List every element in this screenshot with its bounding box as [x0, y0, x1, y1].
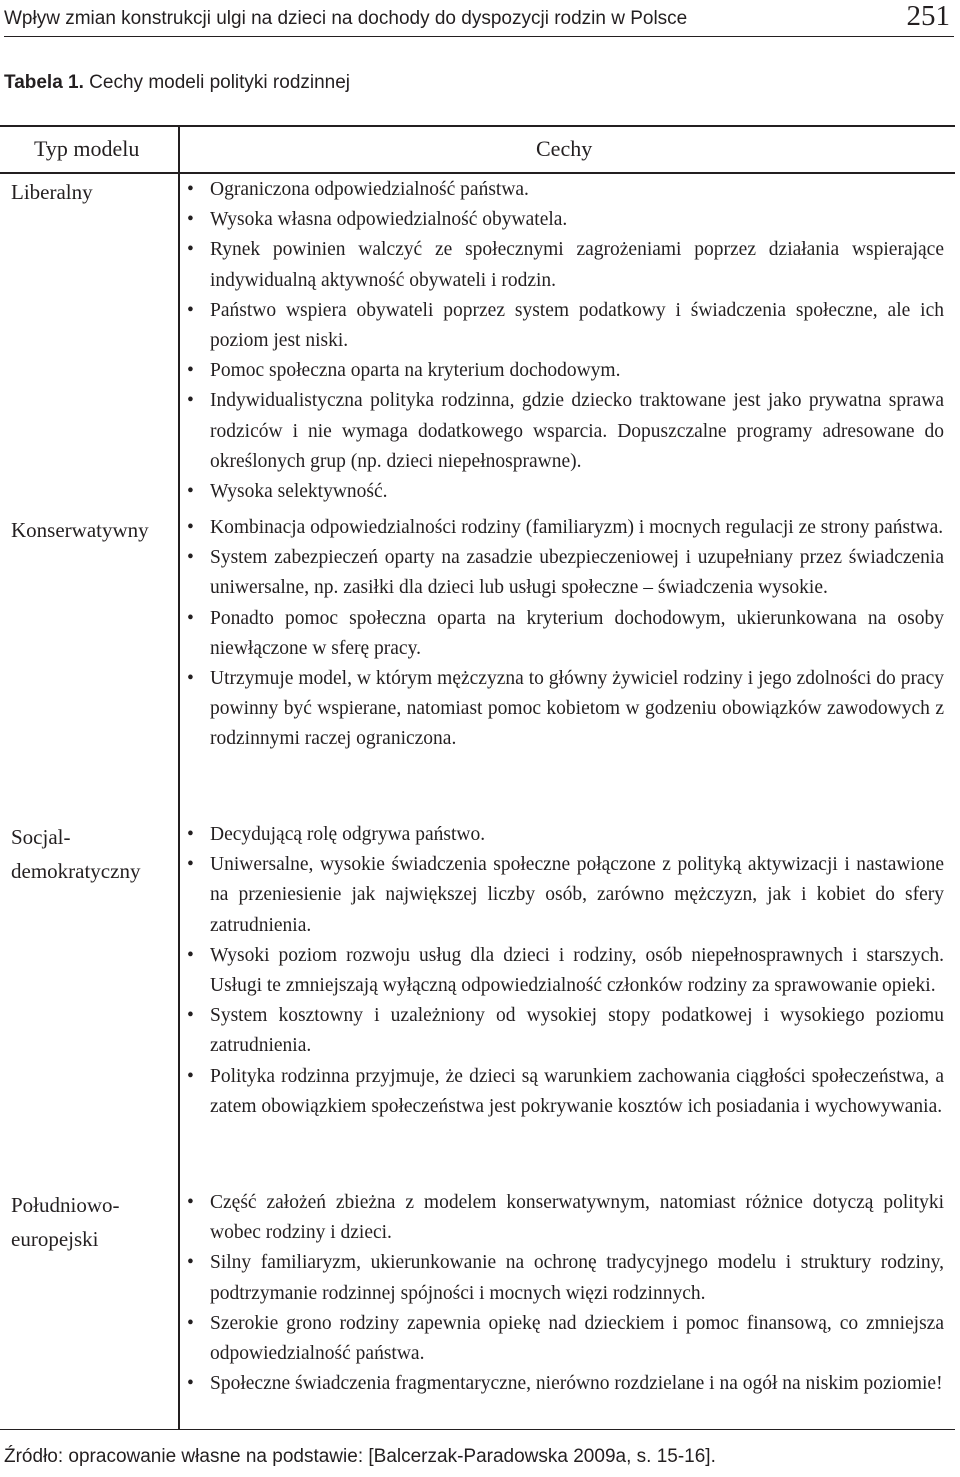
feature-item: • Pomoc społeczna oparta na kryterium dochodowym. — [182, 356, 944, 386]
table-top-rule — [0, 125, 955, 127]
feature-item: • Społeczne świadczenia fragmentaryczne, nierówno rozdzielane i na ogół na niskim poziomie! — [182, 1369, 944, 1399]
feature-item: • Część założeń zbieżna z modelem konserwatywnym, natomiast różnice dotyczą polityki wobec rodziny i dzieci. — [182, 1188, 944, 1248]
feature-item: • Utrzymuje model, w którym mężczyzna to główny żywiciel rodziny i jego zdolności do pracy powinny być wspierane, natomiast pomoc kobietom w godzeniu obowiązków zawodowych z rodzinnymi raczej ograniczona. — [182, 664, 944, 755]
feature-item: • Wysoki poziom rozwoju usług dla dzieci i rodziny, osób niepełnosprawnych i starszych. Usługi te zmniejszają wyłączną odpowiedzialność członków rodziny za sprawowanie opieki. — [182, 941, 944, 1001]
column-header-features: Cechy — [536, 136, 593, 161]
feature-item: • Ponadto pomoc społeczna oparta na kryterium dochodowym, ukierunkowana na osoby niewłączone w sferę pracy. — [182, 604, 944, 664]
source-footnote: Źródło: opracowanie własne na podstawie: [Balcerzak-Paradowska 2009a, s. 15-16]. — [4, 1446, 716, 1467]
table-caption — [4, 72, 350, 94]
page-number: 251 — [906, 0, 950, 32]
table-caption-text: Cechy modeli polityki rodzinnej — [83, 72, 351, 93]
feature-item: • Decydującą rolę odgrywa państwo. — [182, 820, 944, 850]
table-header-rule — [0, 172, 955, 174]
feature-item: • Rynek powinien walczyć ze społecznymi zagrożeniami poprzez działania wspierające indywidualną aktywność obywateli i rodzin. — [182, 235, 944, 295]
feature-item: • Silny familiaryzm, ukierunkowanie na ochronę tradycyjnego modelu i struktury rodziny, podtrzymanie rodzinnej spójności i mocnych więzi rodzinnych. — [182, 1248, 944, 1308]
column-header-model-type: Typ modelu — [34, 136, 140, 161]
model-type-label: Socjal- demokratyczny — [11, 825, 141, 883]
model-type-label: Południowo- europejski — [11, 1193, 120, 1251]
feature-item: • Szerokie grono rodziny zapewnia opiekę nad dzieckiem i pomoc finansową, co zmniejsza odpowiedzialność państwa. — [182, 1309, 944, 1369]
table-caption-label: Tabela 1. — [4, 72, 84, 93]
table-bottom-rule — [0, 1429, 955, 1431]
family-policy-models-table — [0, 125, 955, 1430]
model-type-label: Konserwatywny — [11, 518, 149, 542]
table-column-divider — [178, 125, 180, 1430]
feature-item: • System zabezpieczeń oparty na zasadzie ubezpieczeniowej i uzupełniany przez świadczenia uniwersalne, np. zasiłki dla dzieci lub usługi społeczne – świadczenia wysokie. — [182, 543, 944, 603]
feature-item: • Ograniczona odpowiedzialność państwa. — [182, 175, 944, 205]
feature-item: • System kosztowny i uzależniony od wysokiej stopy podatkowej i wysokiego poziomu zatrudnienia. — [182, 1001, 944, 1061]
feature-item: • Uniwersalne, wysokie świadczenia społeczne połączone z polityką aktywizacji i nastawione na przeniesienie jak największej liczby osób, zarówno mężczyzn, jak i kobiet do sfery zatrudnienia. — [182, 850, 944, 941]
feature-item: • Kombinacja odpowiedzialności rodziny (familiaryzm) i mocnych regulacji ze strony państwa. — [182, 513, 944, 543]
features-list — [182, 820, 944, 1122]
running-header — [4, 2, 954, 37]
model-type-label: Liberalny — [11, 180, 93, 204]
feature-item: • Wysoka selektywność. — [182, 477, 944, 507]
feature-item: • Państwo wspiera obywateli poprzez system podatkowy i świadczenia społeczne, ale ich poziom jest niski. — [182, 296, 944, 356]
features-list — [182, 175, 944, 507]
feature-item: • Polityka rodzinna przyjmuje, że dzieci są warunkiem zachowania ciągłości społeczeństwa, a zatem obowiązkiem społeczeństwa jest pokrywanie kosztów ich posiadania i wychowywania. — [182, 1062, 944, 1122]
feature-item: • Indywidualistyczna polityka rodzinna, gdzie dziecko traktowane jest jako prywatna sprawa rodziców i nie wymaga dodatkowego wsparcia. Dopuszczalne programy adresowane do określonych grup (np. dzieci niepełnosprawne). — [182, 386, 944, 477]
features-list — [182, 1188, 944, 1399]
running-header-title: Wpływ zmian konstrukcji ulgi na dzieci na dochody do dyspozycji rodzin w Polsce — [4, 8, 688, 29]
features-list — [182, 513, 944, 755]
feature-item: • Wysoka własna odpowiedzialność obywatela. — [182, 205, 944, 235]
